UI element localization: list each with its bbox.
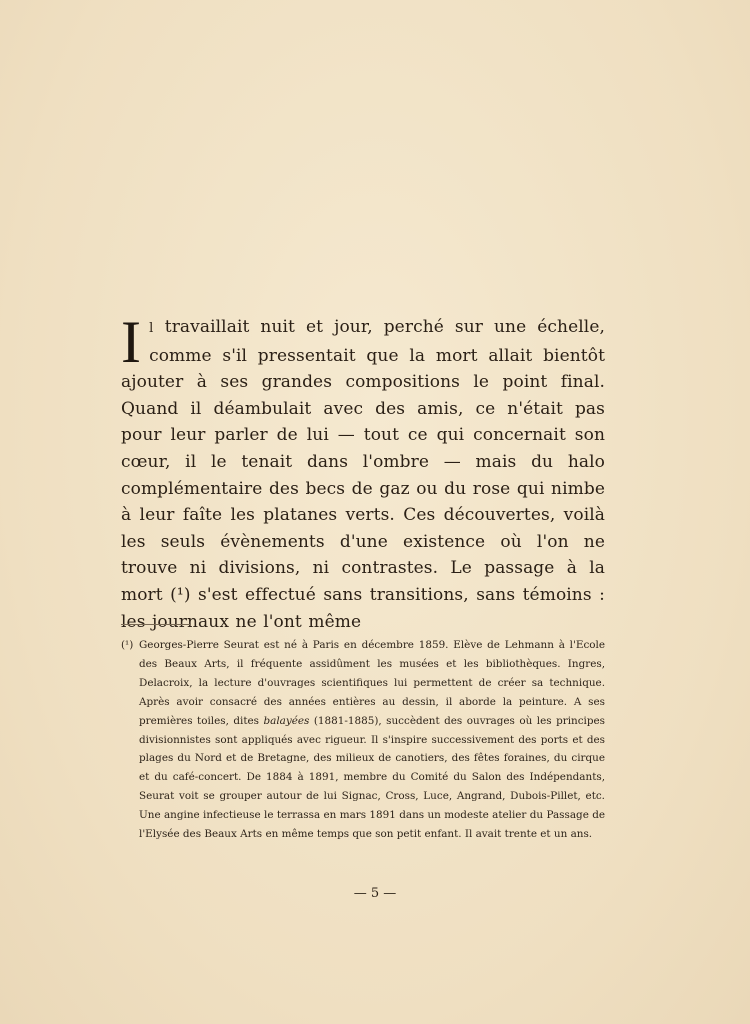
page-number: — 5 — [353,886,397,901]
paragraph-text: travaillait nuit et jour, perché sur une échelle, comme s'il pressentait que la mort allait bientôt ajouter à ses grandes compositions le point final. Quand il déambulait avec des amis, ce n'était pas pour leur parler de lui — tout ce qui concernait son cœur, il le tenait dans l'ombre — mais du halo complémentaire des becs de gaz ou du rose qui nimbe à leur faîte les platanes verts. Ces découvertes, voilà les seuls évènements d'une existence où l'on ne trouve ni divisions, ni contrastes. Le passage à la mort (¹) s'est effectué sans transitions, sans témoins : les journaux ne l'ont même [121,317,605,632]
footnote-marker: (¹) [121,639,134,651]
lead-word-rest: l [149,321,154,336]
drop-cap: I [121,309,142,375]
footnote [121,636,605,844]
footnote-divider [121,624,191,625]
main-paragraph [121,309,605,635]
footnote-text-part2: (1881-1885), succèdent des ouvrages où les principes divisionnistes sont appliqués avec rigueur. Il s'inspire successivement des ports et des plages du Nord et de Bretagne, des milieux de canotiers, des fêtes foraines, du cirque et du café-concert. De 1884 à 1891, membre du Comité du Salon des Indépendants, Seurat voit se grouper autour de lui Signac, Cross, Luce, Angrand, Dubois-Pillet, etc. Une angine infectieuse le terrassa en mars 1891 dans un modeste atelier du Passage de l'Elysée des Beaux Arts en même temps que son petit enfant. Il avait trente et un ans. [139,714,605,841]
footnote-paragraph [121,636,605,844]
body-paragraph [121,309,605,635]
footnote-text-part1: Georges-Pierre Seurat est né à Paris en décembre 1859. Elève de Lehmann à l'Ecole des Beaux Arts, il fréquente assidûment les musées et les bibliothèques. Ingres, Delacroix, la lecture d'ouvrages scientifiques lui permettent de créer sa technique. Après avoir consacré des années entières au dessin, il aborde la peinture. A ses premières toiles, dites [139,639,605,727]
footnote-italic-term: balayées [263,714,310,727]
